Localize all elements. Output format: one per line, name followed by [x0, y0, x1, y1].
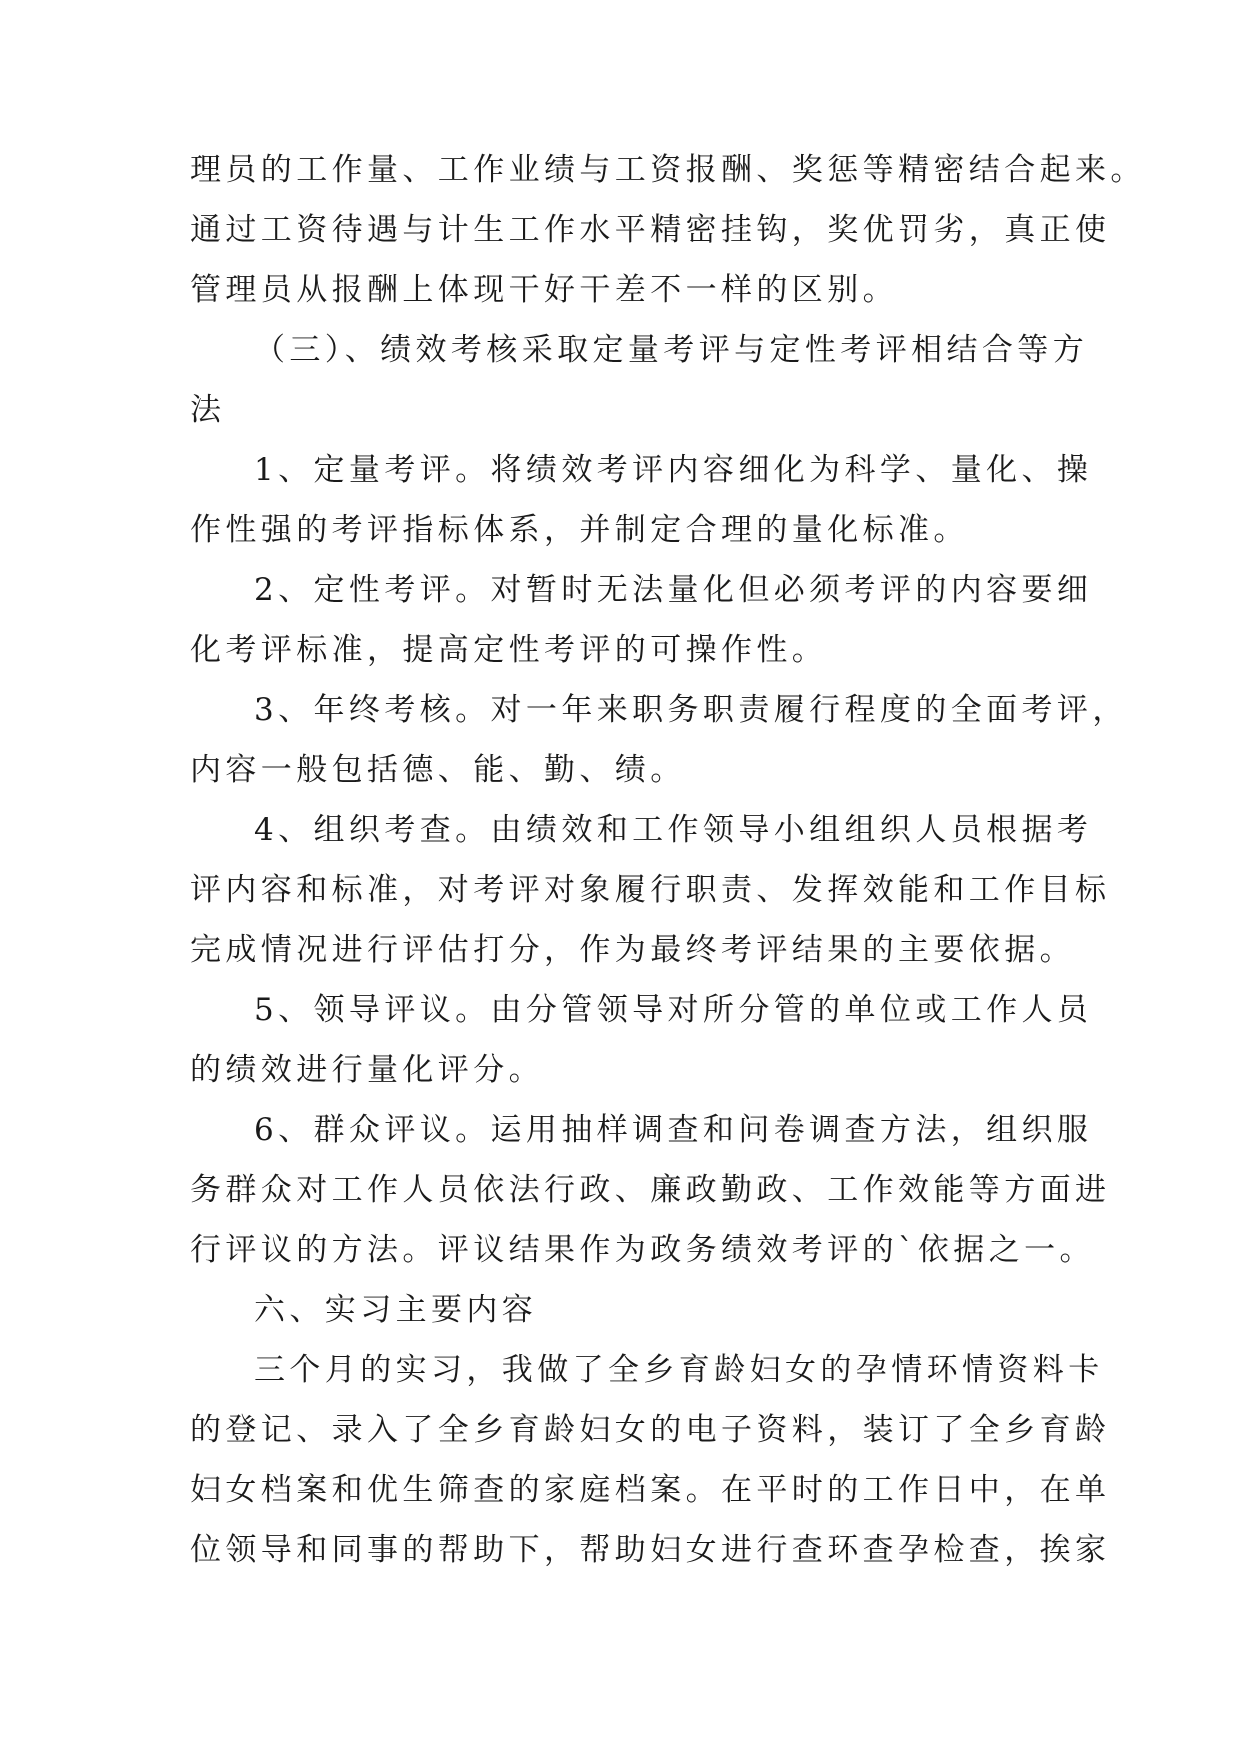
paragraph-first-line: 4、组织考查。由绩效和工作领导小组组织人员根据考 — [254, 812, 1093, 848]
text-line: 完成情况进行评估打分，作为最终考评结果的主要依据。 — [190, 932, 1075, 968]
document-body — [190, 140, 1146, 1580]
text-line: 位领导和同事的帮助下，帮助妇女进行查环查孕检查，挨家 — [190, 1532, 1111, 1568]
text-line: 行评议的方法。评议结果作为政务绩效考评的`依据之一。 — [190, 1232, 1095, 1268]
paragraph-first-line: 5、领导评议。由分管领导对所分管的单位或工作人员 — [254, 992, 1093, 1028]
paragraph-first-line: 3、年终考核。对一年来职务职责履行程度的全面考评， — [254, 692, 1128, 728]
text-line: 内容一般包括德、能、勤、绩。 — [190, 752, 686, 788]
text-line: 通过工资待遇与计生工作水平精密挂钩，奖优罚劣，真正使 — [190, 212, 1111, 248]
text-line: 评内容和标准，对考评对象履行职责、发挥效能和工作目标 — [190, 872, 1111, 908]
text-line: 务群众对工作人员依法行政、廉政勤政、工作效能等方面进 — [190, 1172, 1111, 1208]
text-line: 作性强的考评指标体系，并制定合理的量化标准。 — [190, 512, 969, 548]
section-heading-line: 六、实习主要内容 — [254, 1292, 538, 1328]
paragraph-first-line: 2、定性考评。对暂时无法量化但必须考评的内容要细 — [254, 572, 1093, 608]
paragraph-first-line: 三个月的实习，我做了全乡育龄妇女的孕情环情资料卡 — [254, 1352, 1104, 1388]
text-line: 化考评标准，提高定性考评的可操作性。 — [190, 632, 828, 668]
paragraph-first-line: 1、定量考评。将绩效考评内容细化为科学、量化、操 — [254, 452, 1093, 488]
text-line: 理员的工作量、工作业绩与工资报酬、奖惩等精密结合起来。 — [190, 152, 1146, 188]
text-line: 妇女档案和优生筛查的家庭档案。在平时的工作日中，在单 — [190, 1472, 1111, 1508]
text-line: 的登记、录入了全乡育龄妇女的电子资料，装订了全乡育龄 — [190, 1412, 1111, 1448]
section-heading-line: （三）、绩效考核采取定量考评与定性考评相结合等方 — [254, 332, 1089, 368]
text-line: 法 — [190, 392, 226, 428]
text-line: 的绩效进行量化评分。 — [190, 1052, 544, 1088]
text-line: 管理员从报酬上体现干好干差不一样的区别。 — [190, 272, 898, 308]
paragraph-first-line: 6、群众评议。运用抽样调查和问卷调查方法，组织服 — [254, 1112, 1093, 1148]
